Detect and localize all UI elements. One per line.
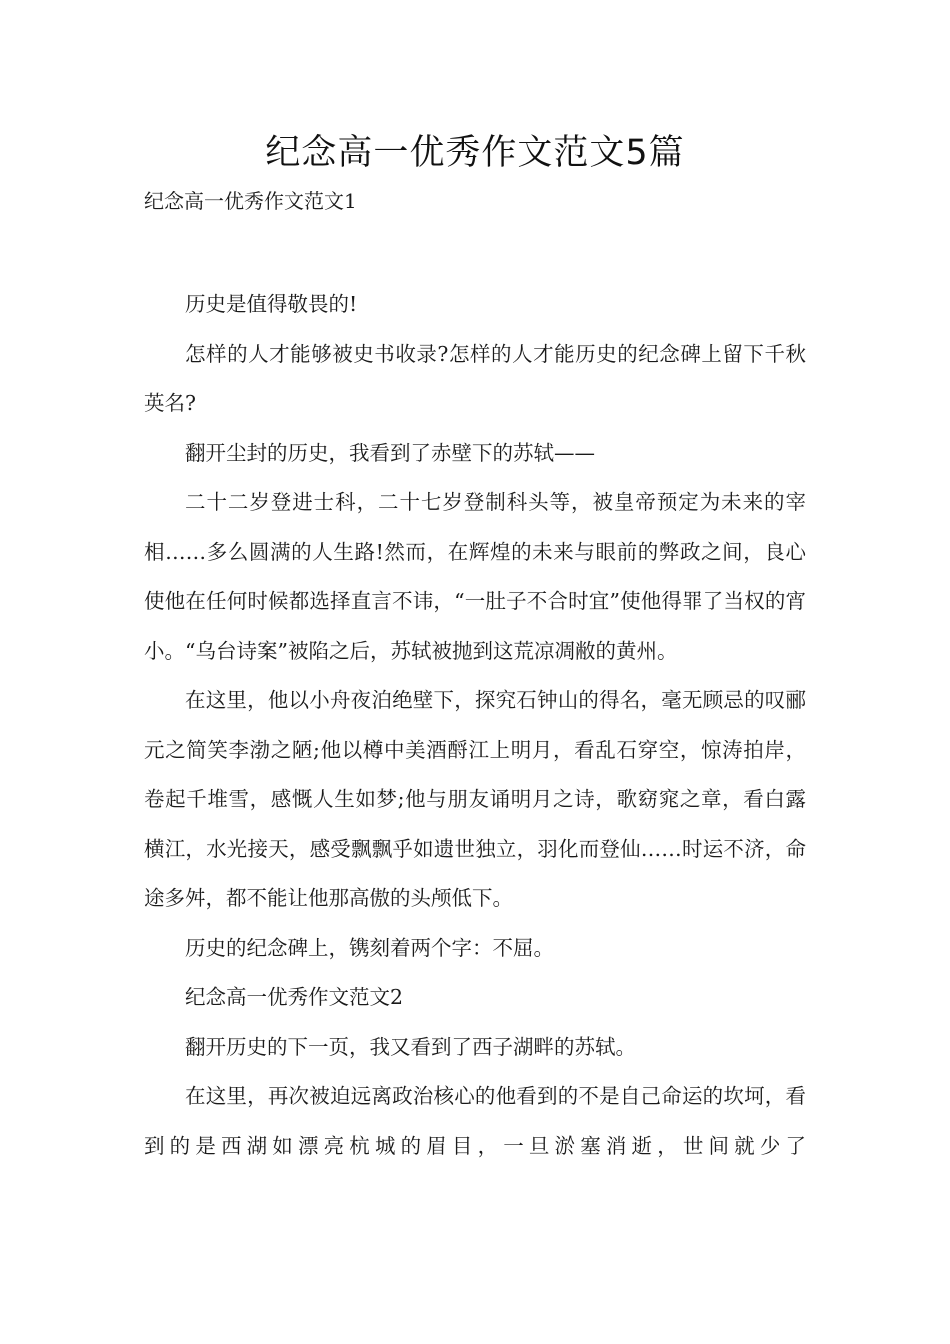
paragraph: 在这里，再次被迫远离政治核心的他看到的不是自己命运的坎坷，看到的是西湖如漂亮杭城的眉目，一旦淤塞消逝，世间就少了 <box>144 1084 806 1158</box>
section-heading-1: 纪念高一优秀作文范文1 <box>144 189 357 213</box>
paragraph: 翻开历史的下一页，我又看到了西子湖畔的苏轼。 <box>185 1034 636 1059</box>
paragraph: 历史是值得敬畏的! <box>185 292 358 316</box>
section-heading-2: 纪念高一优秀作文范文2 <box>185 985 404 1009</box>
paragraph: 在这里，他以小舟夜泊绝壁下，探究石钟山的得名，毫无顾忌的叹郦元之简笑李渤之陋;他以樽中美酒酹江上明月，看乱石穿空，惊涛拍岸，卷起千堆雪，感慨人生如梦;他与朋友诵明月之诗，歌窈窕之章，看白露横江，水光接天，感受飘飘乎如遗世独立，羽化而登仙……时运不济，命途多舛，都不能让他那高傲的头颅低下。 <box>144 688 806 910</box>
document-body <box>144 280 806 1171</box>
paragraph: 历史的纪念碑上，镌刻着两个字：不屈。 <box>185 935 554 960</box>
paragraph: 怎样的人才能够被史书收录?怎样的人才能历史的纪念碑上留下千秋英名? <box>144 341 806 415</box>
paragraph: 翻开尘封的历史，我看到了赤壁下的苏轼—— <box>185 440 595 465</box>
document-title: 纪念高一优秀作文范文5篇 <box>265 133 685 173</box>
paragraph: 二十二岁登进士科，二十七岁登制科头等，被皇帝预定为未来的宰相……多么圆满的人生路!然而，在辉煌的未来与眼前的弊政之间，良心使他在任何时候都选择直言不讳，“一肚子不合时宜”使他得罪了当权的宵小。“乌台诗案”被陷之后，苏轼被抛到这荒凉凋敝的黄州。 <box>144 490 806 663</box>
